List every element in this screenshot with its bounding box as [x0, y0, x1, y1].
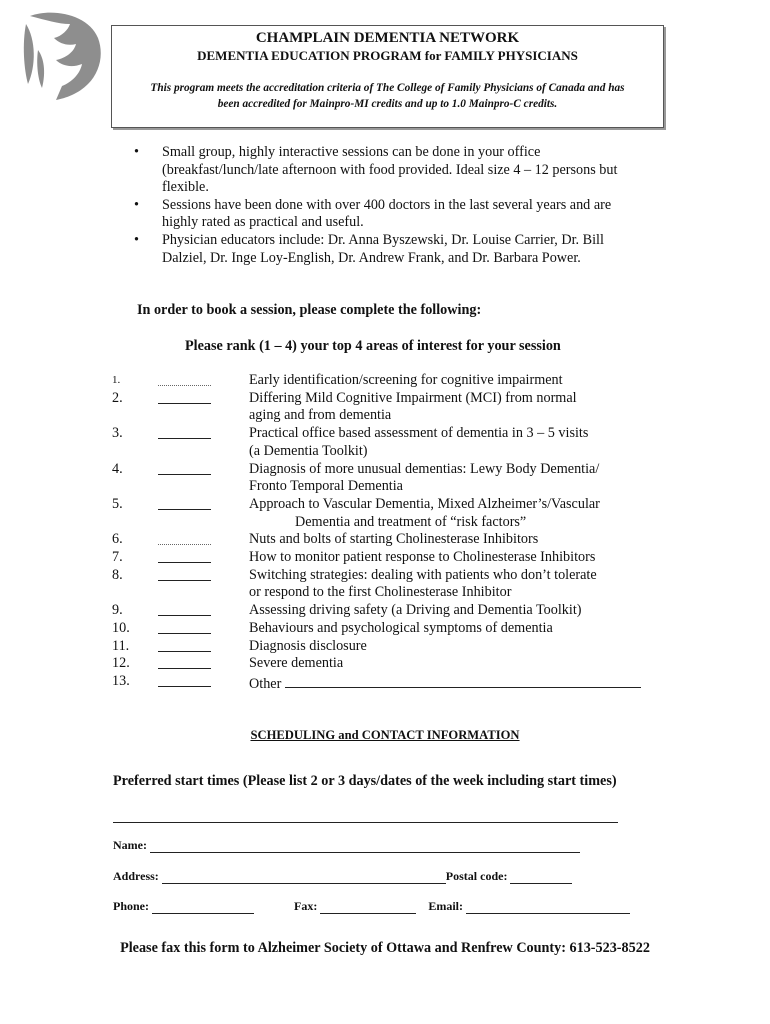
rank-blank-field[interactable]: [158, 549, 249, 567]
item-description: Early identification/screening for cognitive impairment: [249, 372, 563, 388]
item-number: 13.: [112, 672, 130, 689]
item-description: Behaviours and psychological symptoms of dementia: [249, 619, 553, 636]
item-description: Severe dementia: [249, 655, 344, 672]
item-description: Diagnosis disclosure: [249, 637, 367, 654]
accreditation-line-2: been accredited for Mainpro-MI credits and up to 1.0 Mainpro-C credits.: [217, 98, 558, 110]
bullet-item: [130, 232, 670, 267]
item-description: Nuts and bolts of starting Cholinesterase Inhibitors: [249, 531, 539, 548]
name-row: [113, 838, 580, 853]
list-item: [112, 425, 672, 460]
bullet-text-line: Physician educators include: Dr. Anna Byszewski, Dr. Louise Carrier, Dr. Bill: [162, 231, 604, 248]
rank-blank-field[interactable]: [158, 496, 249, 531]
network-logo-icon: [22, 10, 104, 102]
item-number: 7.: [112, 549, 123, 566]
accreditation-note: [126, 80, 649, 112]
item-number: 11.: [112, 637, 130, 654]
list-item: [112, 531, 672, 549]
bullet-text-line: flexible.: [162, 179, 209, 196]
list-item: [112, 567, 672, 602]
item-number: 6.: [112, 531, 123, 548]
email-label: Email:: [428, 899, 463, 913]
bullet-icon: •: [134, 144, 139, 160]
email-field[interactable]: [466, 901, 630, 914]
rank-blank-field[interactable]: [158, 655, 249, 673]
address-row: [113, 869, 572, 884]
fax-instruction-footer: Please fax this form to Alzheimer Society of Ottawa and Renfrew County: 613-523-8522: [120, 940, 650, 956]
program-header-box: [111, 25, 664, 128]
rank-blank-field[interactable]: [158, 567, 249, 602]
item-description: Differing Mild Cognitive Impairment (MCI) from normal: [249, 389, 577, 406]
item-description: Other: [249, 675, 282, 692]
list-item: [112, 602, 672, 620]
program-subtitle: DEMENTIA EDUCATION PROGRAM for FAMILY PHYSICIANS: [197, 48, 578, 63]
bullet-text-line: Dalziel, Dr. Inge Loy-English, Dr. Andrew Frank, and Dr. Barbara Power.: [162, 249, 581, 266]
program-bullet-list: [130, 144, 670, 267]
item-description: or respond to the first Cholinesterase Inhibitor: [249, 584, 512, 601]
rank-blank-field[interactable]: [158, 620, 249, 638]
rank-blank-field[interactable]: [158, 531, 249, 549]
interest-ranking-list: [112, 372, 672, 694]
rank-blank-field[interactable]: [158, 602, 249, 620]
phone-fax-email-row: [113, 899, 630, 914]
preferred-times-field[interactable]: [113, 822, 618, 823]
postal-code-label: Postal code:: [445, 869, 508, 883]
network-title: CHAMPLAIN DEMENTIA NETWORK: [255, 30, 520, 46]
bullet-icon: •: [134, 196, 139, 213]
item-description: aging and from dementia: [249, 407, 392, 424]
name-label: Name:: [113, 838, 147, 852]
bullet-text-line: Small group, highly interactive sessions can be done in your office: [162, 144, 541, 160]
bullet-item: [130, 197, 670, 232]
rank-blank-field[interactable]: [158, 638, 249, 656]
item-number: 4.: [112, 460, 123, 477]
booking-heading: In order to book a session, please complete the following:: [137, 302, 482, 318]
list-item: [112, 549, 672, 567]
address-field[interactable]: [162, 871, 446, 884]
list-item: [112, 372, 672, 390]
item-description: Assessing driving safety (a Driving and Dementia Toolkit): [249, 602, 582, 619]
item-number: 1.: [112, 374, 121, 386]
bullet-text-line: highly rated as practical and useful.: [162, 214, 364, 231]
item-number: 9.: [112, 602, 123, 619]
item-number: 5.: [112, 495, 123, 512]
list-item: [112, 673, 672, 694]
rank-blank-field[interactable]: [158, 673, 249, 694]
item-number: 10.: [112, 619, 130, 636]
bullet-item: [130, 144, 670, 197]
fax-label: Fax:: [294, 899, 318, 913]
name-field[interactable]: [150, 840, 580, 853]
item-description: Switching strategies: dealing with patients who don’t tolerate: [249, 566, 597, 583]
list-item: [112, 496, 672, 531]
item-description: Approach to Vascular Dementia, Mixed Alzheimer’s/Vascular: [249, 495, 600, 512]
postal-code-field[interactable]: [510, 871, 572, 884]
rank-blank-field[interactable]: [158, 372, 249, 390]
bullet-text-line: Sessions have been done with over 400 doctors in the last several years and are: [162, 196, 612, 213]
list-item: [112, 620, 672, 638]
item-number: 3.: [112, 425, 123, 442]
scheduling-heading: SCHEDULING and CONTACT INFORMATION: [250, 728, 520, 742]
item-number: 8.: [112, 566, 123, 583]
item-description: How to monitor patient response to Cholinesterase Inhibitors: [249, 549, 596, 566]
item-number: 12.: [112, 655, 130, 672]
rank-blank-field[interactable]: [158, 425, 249, 460]
phone-field[interactable]: [152, 901, 254, 914]
item-description: Fronto Temporal Dementia: [249, 478, 403, 495]
preferred-times-label: Preferred start times (Please list 2 or 3 days/dates of the week including start times): [113, 773, 617, 789]
rank-heading: Please rank (1 – 4) your top 4 areas of interest for your session: [185, 338, 561, 354]
bullet-text-line: (breakfast/lunch/late afternoon with food provided. Ideal size 4 – 12 persons but: [162, 161, 618, 178]
phone-label: Phone:: [113, 899, 149, 913]
list-item: [112, 390, 672, 425]
item-description: Practical office based assessment of dementia in 3 – 5 visits: [249, 425, 589, 442]
bullet-icon: •: [134, 231, 139, 248]
other-specify-field[interactable]: [285, 673, 641, 688]
accreditation-line-1: This program meets the accreditation criteria of The College of Family Physicians of Canada and has: [150, 82, 625, 94]
item-description: (a Dementia Toolkit): [249, 442, 368, 459]
item-description: Dementia and treatment of “risk factors”: [295, 513, 527, 530]
list-item: [112, 638, 672, 656]
list-item: [112, 461, 672, 496]
fax-field[interactable]: [320, 901, 416, 914]
address-label: Address:: [113, 869, 159, 883]
item-description: Diagnosis of more unusual dementias: Lewy Body Dementia/: [249, 460, 600, 477]
rank-blank-field[interactable]: [158, 390, 249, 425]
list-item: [112, 655, 672, 673]
item-number: 2.: [112, 389, 123, 406]
rank-blank-field[interactable]: [158, 461, 249, 496]
